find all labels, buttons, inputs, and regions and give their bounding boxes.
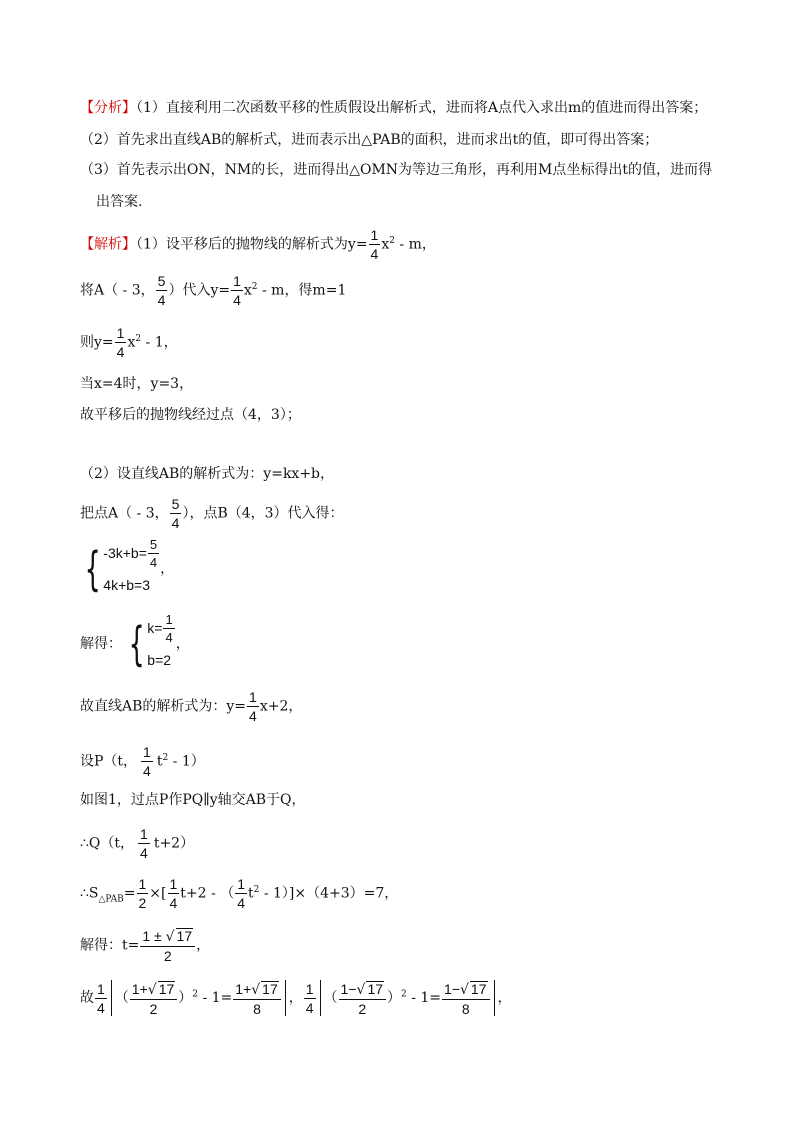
fraction-1-4: $\frac{1}{4}$ bbox=[249, 689, 257, 724]
left-brace-icon: { bbox=[128, 617, 145, 671]
solution-line-5: 故平移后的抛物线经过点（4，3）； bbox=[80, 407, 301, 423]
fraction-t: $\frac{1 \pm √ 17}{2}$ bbox=[140, 928, 195, 963]
fraction-1-4: $\frac{1}{4}$ bbox=[165, 611, 173, 645]
text: （1）设平移后的抛物线的解析式为y= bbox=[136, 236, 368, 253]
fraction-1-4: $\frac{1}{4}$ bbox=[233, 273, 241, 308]
analysis-text-3: （3）首先表示出ON，NM的长，进而得出△OMN为等边三角形，再利用M点坐标得出t的值，进而得 bbox=[80, 162, 713, 178]
fraction-1-plus-sqrt17-over-2: $\frac{1+√ 17}{2}$ bbox=[130, 981, 177, 1016]
analysis-line-3 bbox=[80, 163, 712, 177]
point-p-line: 设P（t， $\frac{1}{4}$ $t^2 - 1$） bbox=[80, 744, 205, 779]
solution-tag: 【解析】 bbox=[80, 236, 136, 253]
solution-line-1: 【解析】（1）设平移后的抛物线的解析式为y= $\frac{1}{4}$ $x^2$ - m， bbox=[80, 227, 436, 262]
analysis-text-2: （2）首先求出直线AB的解析式，进而表示出△PAB的面积，进而求出t的值，即可得出答案； bbox=[80, 132, 659, 148]
fraction-5-4: $\frac{5}{4}$ bbox=[157, 273, 166, 308]
analysis-text-1: （1）直接利用二次函数平移的性质假设出解析式，进而将A点代入求出m的值进而得出答案； bbox=[136, 100, 708, 116]
figure-line: 如图1，过点P作PQ∥y轴交AB于Q， bbox=[80, 792, 306, 808]
fraction-1-4: $\frac{1}{4}$ bbox=[97, 980, 105, 1016]
fraction-5-4: $\frac{5}{4}$ bbox=[149, 536, 158, 570]
fraction-1-2: $\frac{1}{2}$ bbox=[138, 876, 147, 911]
fraction-1-4: $\frac{1}{4}$ bbox=[140, 826, 148, 861]
analysis-text-4: 出答案. bbox=[96, 194, 143, 210]
solution-line-4: 当x=4时，y=3， bbox=[80, 376, 194, 392]
left-brace-icon: { bbox=[84, 542, 101, 596]
solve-system-2: 解得： { k= $\frac{1}{4}$ b=2 ， bbox=[80, 611, 190, 671]
line-ab-equation: 故直线AB的解析式为：y= $\frac{1}{4}$ x+2， bbox=[80, 689, 303, 724]
point-q-line: ∴Q（t， $\frac{1}{4}$ t+2） bbox=[80, 826, 195, 861]
analysis-tag: 【分析】 bbox=[80, 100, 136, 116]
fraction-1-4: $\frac{1}{4}$ bbox=[116, 325, 125, 360]
fraction-1-minus-sqrt17-over-2: $\frac{1-√ 17}{2}$ bbox=[339, 981, 386, 1016]
fraction-1-4: $\frac{1}{4}$ bbox=[143, 744, 151, 779]
analysis-line-4 bbox=[96, 195, 142, 209]
fraction-1-minus-sqrt17-over-8: $\frac{1-√ 17}{8}$ bbox=[442, 981, 489, 1016]
analysis-line-2 bbox=[80, 133, 658, 147]
part2-line-2: 把点A（ - 3， $\frac{5}{4}$ ），点B（4，3）代入得： bbox=[80, 496, 344, 531]
fraction-1-4: $\frac{1}{4}$ bbox=[237, 876, 245, 911]
fraction-1-4: $\frac{1}{4}$ bbox=[305, 980, 314, 1016]
solution-line-2: 将A（ - 3， $\frac{5}{4}$ ）代入y= $\frac{1}{4}$ $x^2$ - m，得m=1 bbox=[80, 273, 347, 308]
t-solution-line: 解得：t= $\frac{1 \pm √ 17}{2}$ ， bbox=[80, 928, 211, 964]
solution-line-3: 则y= $\frac{1}{4}$ $x^2 - 1$， bbox=[80, 325, 178, 360]
final-line: 故 $\frac{1}{4}$ （ $\frac{1+√ 17}{2}$ ）$^2$ - 1= $\frac{1+√ 17}{8}$ ， $\frac{1}{4}$ （ $\frac{1-√ 17}{2}$ ）$^2$ - 1= $\frac{1-√ 17}{8}$ ， bbox=[80, 980, 512, 1017]
analysis-line-1 bbox=[80, 101, 707, 115]
fraction-1-4: $\frac{1}{4}$ bbox=[169, 876, 178, 911]
area-line: $\therefore S_{\triangle PAB}=$ $\frac{1}{2}$ ×[ $\frac{1}{4}$ t+2 - （ $\frac{1}{4}$ $t^2 - 1)]\times(4+3)=7$， bbox=[80, 876, 399, 911]
equation-system-1: { -3k+b= $\frac{5}{4}$ 4k+b=3 ， bbox=[84, 536, 175, 596]
fraction-1-plus-sqrt17-over-8: $\frac{1+√ 17}{8}$ bbox=[233, 981, 280, 1016]
fraction-1-4: $\frac{1}{4}$ bbox=[370, 227, 379, 262]
part2-line-1: （2）设直线AB的解析式为：y=kx+b， bbox=[80, 466, 335, 482]
fraction-5-4: $\frac{5}{4}$ bbox=[171, 496, 180, 531]
